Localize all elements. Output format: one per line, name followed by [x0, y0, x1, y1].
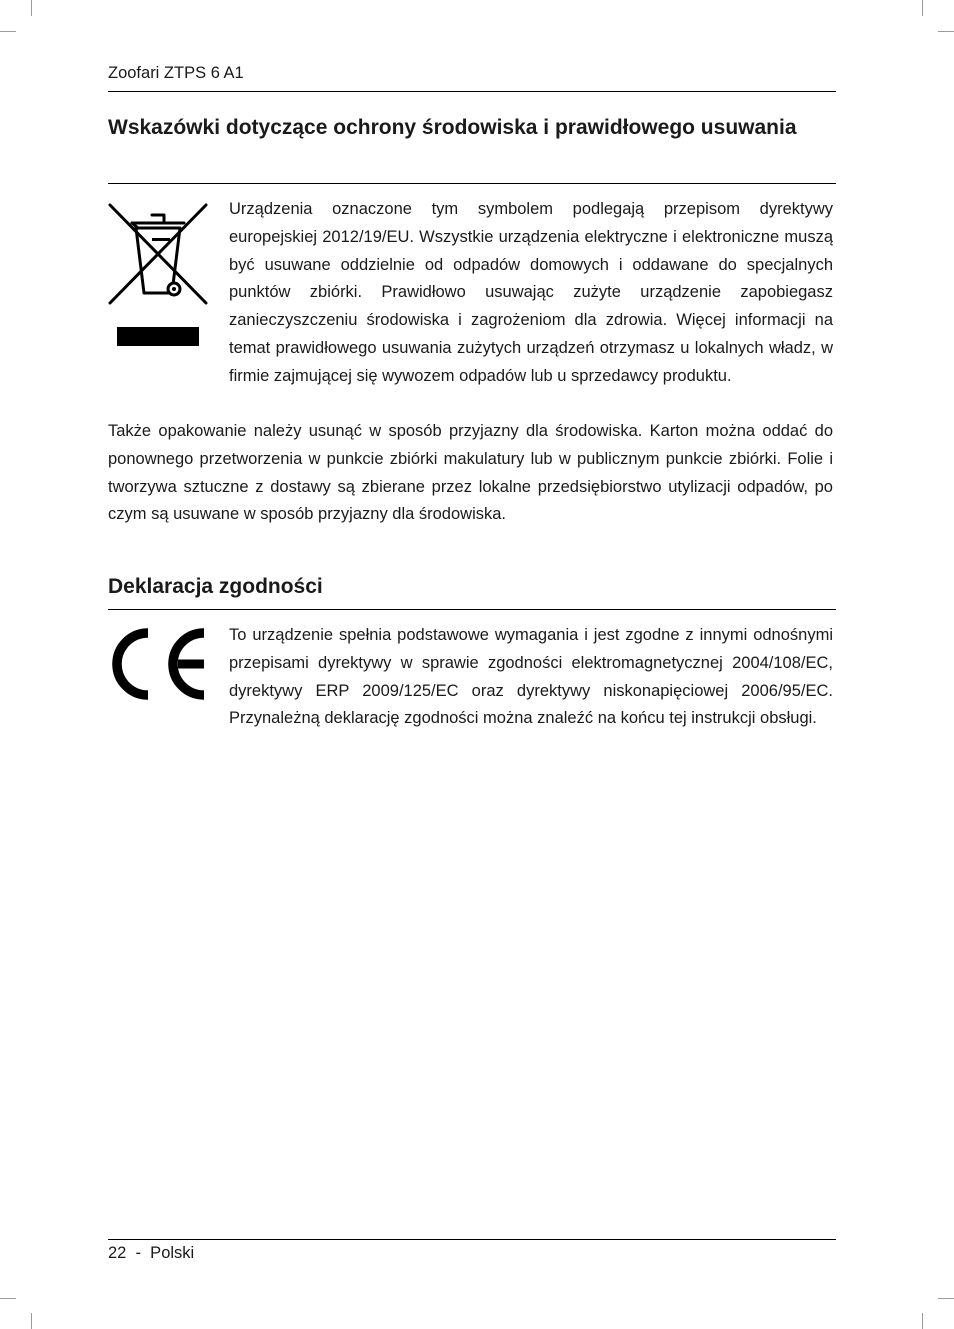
crop-mark: [31, 0, 32, 16]
disposal-paragraph: Urządzenia oznaczone tym symbolem podlegają przepisom dyrektywy europejskiej 2012/19/EU. Wszystkie urządzenia elektryczne i elektroniczne muszą być usuwane oddzielnie od odpadów domowych i oddawane do specjalnych punktów zbiórki. Prawidłowo usuwając zużyte urządzenie zapobiegasz zanieczyszczeniu środowiska i zagrożeniom dla zdrowia. Więcej informacji na temat prawidłowego usuwania zużytych urządzeń otrzymasz u lokalnych władz, w firmie zajmującej się wywozem odpadów lub u sprzedawcy produktu.: [229, 200, 833, 385]
disposal-heading: Wskazówki dotyczące ochrony środowiska i prawidłowego usuwania: [108, 116, 797, 139]
disposal-heading-rule: [108, 183, 836, 184]
running-header: Zoofari ZTPS 6 A1: [108, 64, 244, 82]
conformity-heading: Deklaracja zgodności: [108, 575, 323, 598]
packaging-paragraph: Także opakowanie należy usunąć w sposób przyjazny dla środowiska. Karton można oddać do ponownego przetworzenia w punkcie zbiórki makulatury lub w publicznym punkcie zbiórki. Folie i tworzywa sztuczne z dostawy są zbierane przez lokalne przedsiębiorstwo utylizacji odpadów, po czym są usuwane w sposób przyjazny dla środowiska.: [108, 422, 833, 524]
crop-mark: [938, 1298, 954, 1299]
page-number: 22 - Polski: [108, 1244, 195, 1262]
crossed-out-wheelie-bin-icon: [108, 203, 208, 348]
crop-mark: [31, 1313, 32, 1329]
conformity-heading-rule: [108, 609, 836, 610]
conformity-paragraph: To urządzenie spełnia podstawowe wymagania i jest zgodne z innymi odnośnymi przepisami dyrektywy w sprawie zgodności elektromagnetycznej 2004/108/EC, dyrektywy ERP 2009/125/EC oraz dyrektywy niskonapięciowej 2006/95/EC. Przynależną deklarację zgodności można znaleźć na końcu tej instrukcji obsługi.: [229, 626, 833, 728]
crop-mark: [0, 31, 16, 32]
crop-mark: [922, 0, 923, 16]
ce-mark-icon: [108, 627, 210, 701]
footer-rule: [108, 1239, 836, 1240]
crop-mark: [938, 31, 954, 32]
header-rule: [108, 91, 836, 92]
crop-mark: [0, 1298, 16, 1299]
crop-mark: [922, 1313, 923, 1329]
